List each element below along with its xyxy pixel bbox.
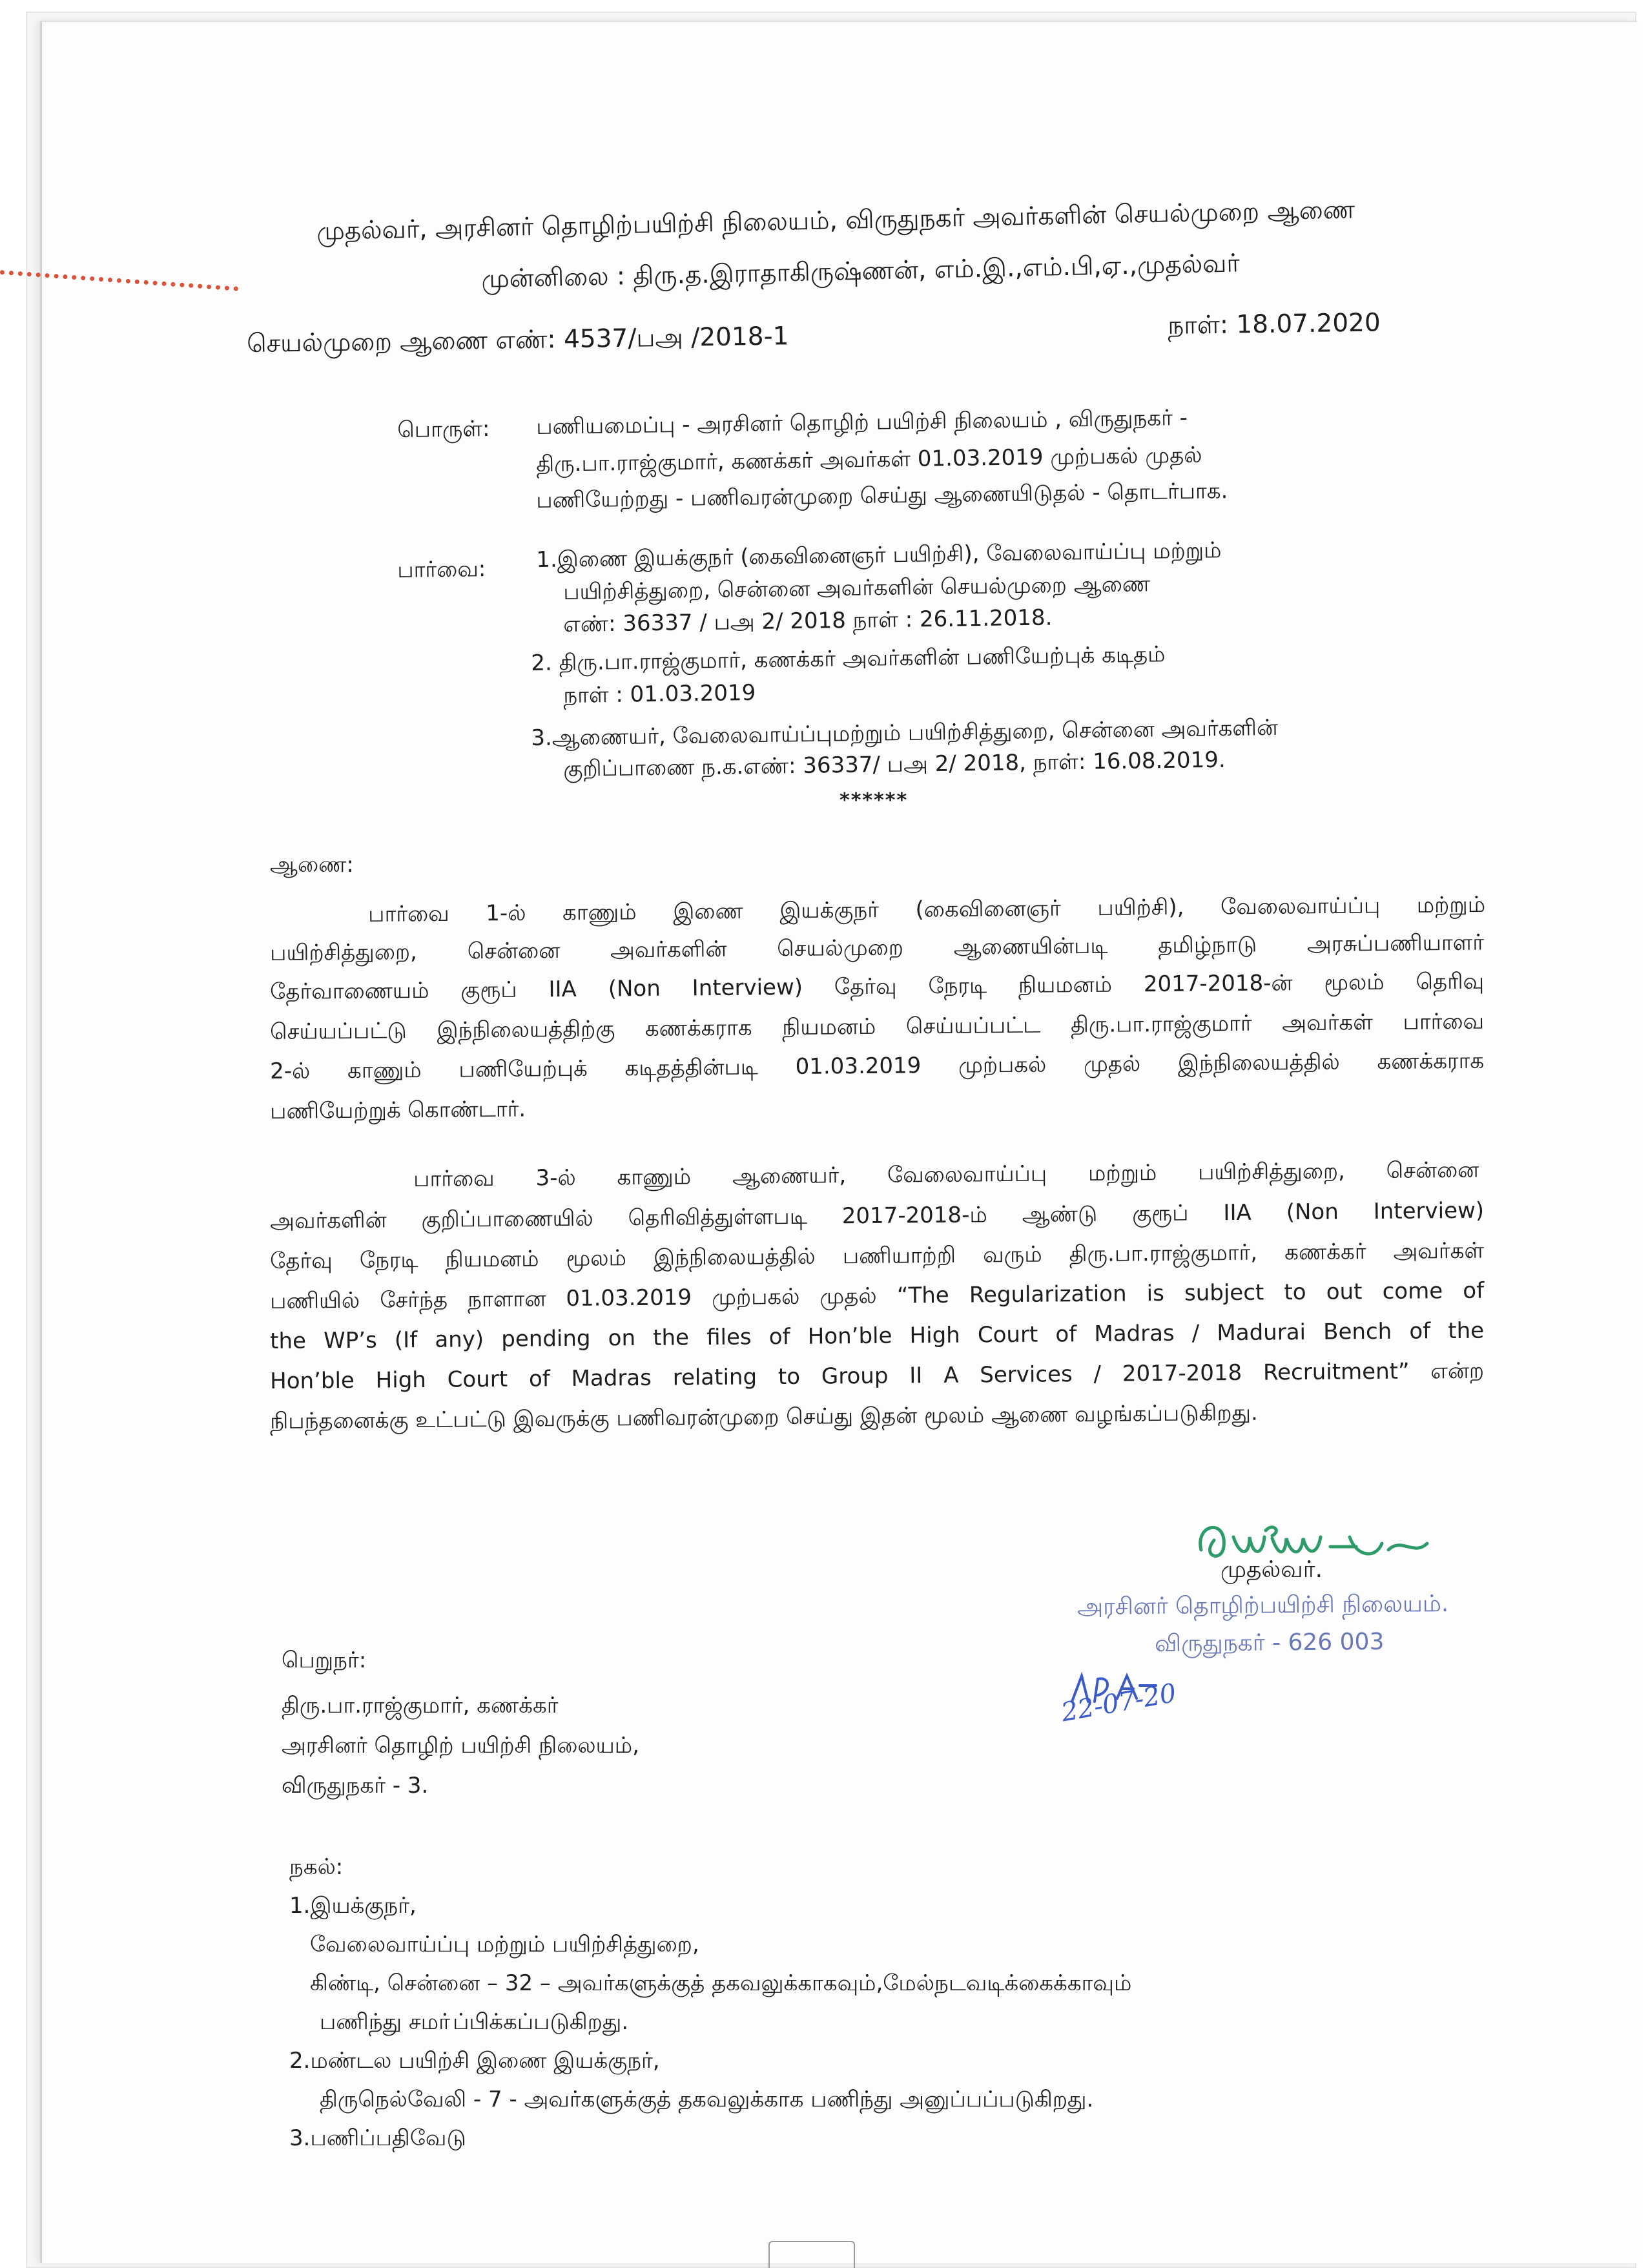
- paragraph2-line: பணியில் சேர்ந்த நாளான 01.03.2019 முற்பகல் முதல் “The Regularization is subject to out come of: [270, 1277, 1485, 1314]
- order-date: நாள்: 18.07.2020: [1168, 308, 1381, 340]
- order-number: செயல்முறை ஆணை எண்: 4537/பஅ /2018-1: [247, 322, 789, 358]
- paragraph2-line: பார்வை 3-ல் காணும் ஆணையர், வேலைவாய்ப்பு மற்றும் பயிற்சித்துறை, சென்னை: [413, 1157, 1479, 1192]
- copy-line: திருநெல்வேலி - 7 - அவர்களுக்குத் தகவலுக்காக பணிந்து அனுப்பப்படுகிறது.: [320, 2087, 1094, 2112]
- order-label: ஆணை:: [270, 852, 354, 878]
- reference-line: நாள் : 01.03.2019: [563, 679, 756, 708]
- recipient-line: விருதுநகர் - 3.: [282, 1773, 429, 1799]
- document-title: முதல்வர், அரசினர் தொழிற்பயிற்சி நிலையம், விருதுநகர் அவர்களின் செயல்முறை ஆணை: [316, 195, 1355, 246]
- subject-line: பணியேற்றது - பணிவரன்முறை செய்து ஆணையிடுதல் - தொடர்பாக.: [536, 478, 1228, 513]
- copy-line: 3.பணிப்பதிவேடு: [289, 2125, 466, 2151]
- subject-line: திரு.பா.ராஜ்குமார், கணக்கர் அவர்கள் 01.03.2019 முற்பகல் முதல்: [536, 442, 1202, 477]
- reference-line: எண்: 36337 / பஅ 2/ 2018 நாள் : 26.11.2018.: [563, 604, 1053, 637]
- copy-label: நகல்:: [289, 1854, 344, 1880]
- copy-line: வேலைவாய்ப்பு மற்றும் பயிற்சித்துறை,: [310, 1932, 699, 1957]
- page-tab-marker: [768, 2241, 855, 2268]
- reference-line: 2. திரு.பா.ராஜ்குமார், கணக்கர் அவர்களின் பணியேற்புக் கடிதம்: [531, 641, 1166, 676]
- subject-line: பணியமைப்பு - அரசினர் தொழிற் பயிற்சி நிலையம் , விருதுநகர் -: [536, 404, 1188, 440]
- copy-line: 2.மண்டல பயிற்சி இணை இயக்குநர்,: [289, 2048, 660, 2074]
- office-stamp-line2: விருதுநகர் - 626 003: [1155, 1628, 1385, 1657]
- recipient-line: திரு.பா.ராஜ்குமார், கணக்கர்: [282, 1693, 559, 1718]
- paragraph1-line: செய்யப்பட்டு இந்நிலையத்திற்கு கணக்கராக நியமனம் செய்யப்பட்ட திரு.பா.ராஜ்குமார் அவர்கள் பார்வை: [270, 1008, 1485, 1045]
- references-label: பார்வை:: [397, 556, 486, 583]
- paragraph1-line: பார்வை 1-ல் காணும் இணை இயக்குநர் (கைவினைஞர் பயிற்சி), வேலைவாய்ப்பு மற்றும்: [368, 891, 1486, 927]
- copy-line: கிண்டி, சென்னை – 32 – அவர்களுக்குத் தகவலுக்காகவும்,மேல்நடவடிக்கைக்காவும்: [310, 1970, 1132, 1996]
- reference-line: 3.ஆணையர், வேலைவாய்ப்புமற்றும் பயிற்சித்துறை, சென்னை அவர்களின்: [531, 714, 1279, 751]
- paragraph2-line: Hon’ble High Court of Madras relating to Group II A Services / 2017-2018 Recruitment” என்ற: [270, 1357, 1485, 1394]
- paragraph2-line: நிபந்தனைக்கு உட்பட்டு இவருக்கு பணிவரன்முறை செய்து இதன் மூலம் ஆணை வழங்கப்படுகிறது.: [270, 1399, 1259, 1434]
- paragraph2-line: தேர்வு நேரடி நியமனம் மூலம் இந்நிலையத்தில் பணியாற்றி வரும் திரு.பா.ராஜ்குமார், கணக்கர் அவர்கள்: [270, 1237, 1485, 1274]
- subject-label: பொருள்:: [397, 416, 490, 443]
- reference-line: 1.இணை இயக்குநர் (கைவினைஞர் பயிற்சி), வேலைவாய்ப்பு மற்றும்: [536, 537, 1222, 573]
- reference-line: பயிற்சித்துறை, சென்னை அவர்களின் செயல்முறை ஆணை: [563, 571, 1151, 605]
- presence-line: முன்னிலை : திரு.த.இராதாகிருஷ்ணன், எம்.இ.,எம்.பி,ஏ.,முதல்வர்: [481, 249, 1241, 294]
- recipient-label: பெறுநர்:: [282, 1647, 367, 1673]
- handwritten-date: 22-07-20: [1059, 1678, 1179, 1728]
- paragraph1-line: பயிற்சித்துறை, சென்னை அவர்களின் செயல்முறை ஆணையின்படி தமிழ்நாடு அரசுப்பணியாளர்: [270, 929, 1485, 966]
- copy-line: பணிந்து சமா்ப்பிக்கப்படுகிறது.: [320, 2009, 629, 2035]
- office-stamp-line1: அரசினர் தொழிற்பயிற்சி நிலையம்.: [1077, 1590, 1449, 1620]
- paragraph1-line: பணியேற்றுக் கொண்டார்.: [270, 1096, 526, 1124]
- paragraph1-line: தேர்வாணையம் குரூப் IIA (Non Interview) தேர்வு நேரடி நியமனம் 2017-2018-ன் மூலம் தெரிவு: [270, 968, 1485, 1005]
- recipient-line: அரசினர் தொழிற் பயிற்சி நிலையம்,: [282, 1733, 639, 1758]
- paragraph2-line: the WP’s (If any) pending on the files of Hon’ble High Court of Madras / Madurai Bench of the: [270, 1317, 1485, 1354]
- paragraph1-line: 2-ல் காணும் பணியேற்புக் கடிதத்தின்படி 01.03.2019 முற்பகல் முதல் இந்நிலையத்தில் கணக்கராக: [270, 1047, 1485, 1084]
- reference-line: குறிப்பாணை ந.க.எண்: 36337/ பஅ 2/ 2018, நாள்: 16.08.2019.: [563, 747, 1226, 782]
- copy-line: 1.இயக்குநர்,: [289, 1893, 417, 1919]
- separator-stars: ******: [839, 789, 909, 812]
- paragraph2-line: அவர்களின் குறிப்பாணையில் தெரிவித்துள்ளபடி 2017-2018-ம் ஆண்டு குரூப் IIA (Non Interview): [270, 1197, 1485, 1234]
- signatory-designation: முதல்வர்.: [1221, 1556, 1323, 1583]
